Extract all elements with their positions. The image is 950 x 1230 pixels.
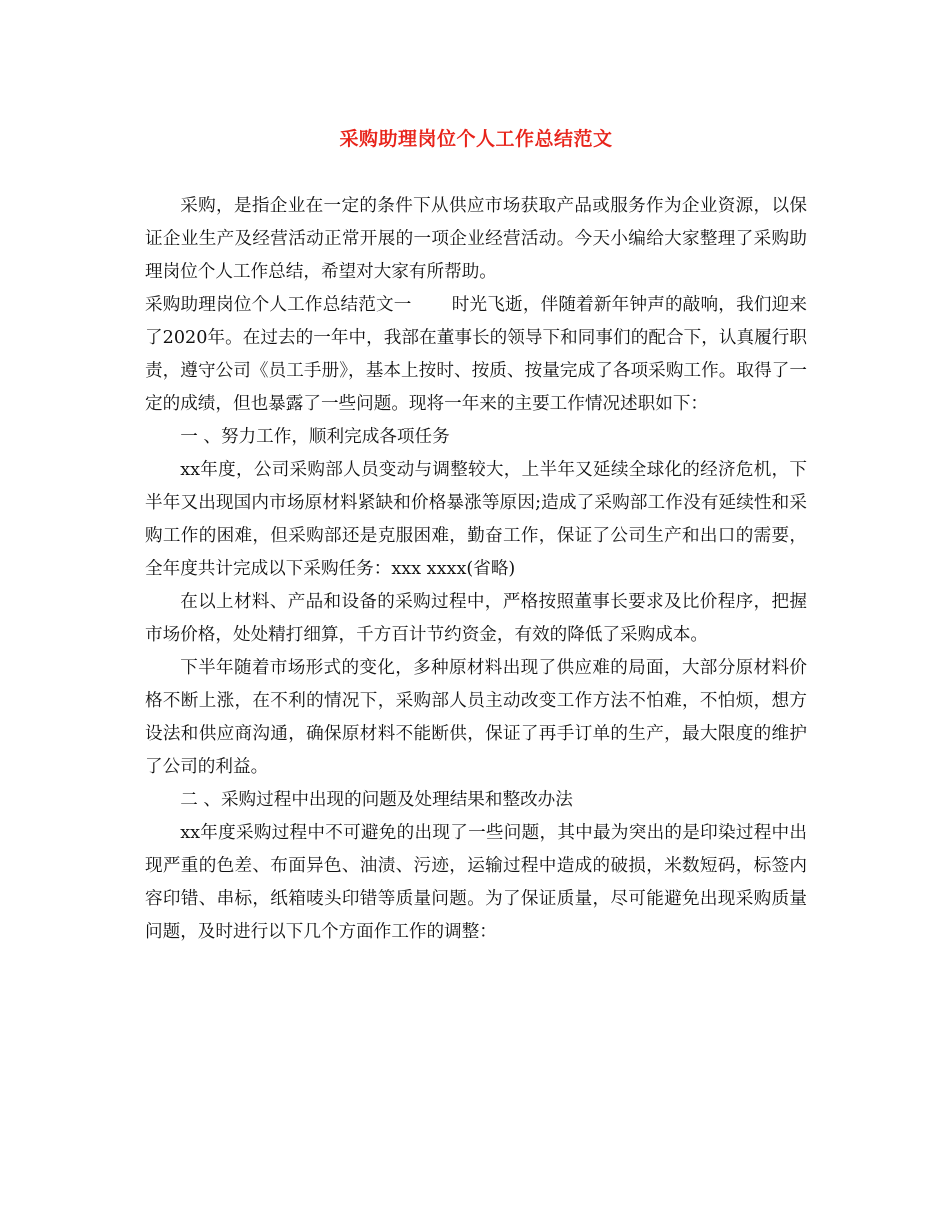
paragraph-quality-problems: xx年度采购过程中不可避免的出现了一些问题，其中最为突出的是印染过程中出现严重的色差、布面异色、油渍、污迹，运输过程中造成的破损，米数短码，标签内容印错、串标，纸箱唛头印错等质量问题。为了保证质量，尽可能避免出现采购质量问题，及时进行以下几个方面作工作的调整： <box>145 823 807 942</box>
section-heading: 采购助理岗位个人工作总结范文一 <box>145 295 412 315</box>
paragraph-market-change: 下半年随着市场形式的变化，多种原材料出现了供应难的局面，大部分原材料价格不断上涨，在不利的情况下，采购部人员主动改变工作方法不怕难，不怕烦，想方设法和供应商沟通，确保原材料不能断供，保证了再手订单的生产，最大限度的维护了公司的利益。 <box>145 658 807 777</box>
document-title: 采购助理岗位个人工作总结范文 <box>339 128 613 150</box>
paragraph-purchase-tasks: xx年度，公司采购部人员变动与调整较大，上半年又延续全球化的经济危机，下半年又出现国内市场原材料紧缺和价格暴涨等原因;造成了采购部工作没有延续性和采购工作的困难，但采购部还是克服困难，勤奋工作，保证了公司生产和出口的需要，全年度共计完成以下采购任务：xxx xxxx(省略) <box>145 460 807 579</box>
intro-paragraph: 采购，是指企业在一定的条件下从供应市场获取产品或服务作为企业资源，以保证企业生产及经营活动正常开展的一项企业经营活动。今天小编给大家整理了采购助理岗位个人工作总结，希望对大家有所帮助。 <box>145 196 807 282</box>
paragraph-cost-control: 在以上材料、产品和设备的采购过程中，严格按照董事长要求及比价程序，把握市场价格，处处精打细算，千方百计节约资金，有效的降低了采购成本。 <box>145 592 807 645</box>
heading-two: 二 、采购过程中出现的问题及处理结果和整改办法 <box>180 790 573 810</box>
document-body <box>145 190 807 949</box>
section-paragraph-text: 时光飞逝，伴随着新年钟声的敲响，我们迎来了2020年。在过去的一年中，我部在董事长的领导下和同事们的配合下，认真履行职责，遵守公司《员工手册》，基本上按时、按质、按量完成了各项采购工作。取得了一定的成绩，但也暴露了一些问题。现将一年来的主要工作情况述职如下： <box>145 295 807 414</box>
section-paragraph <box>145 289 807 421</box>
document-page <box>145 0 807 1230</box>
heading-one: 一 、努力工作，顺利完成各项任务 <box>180 427 450 447</box>
